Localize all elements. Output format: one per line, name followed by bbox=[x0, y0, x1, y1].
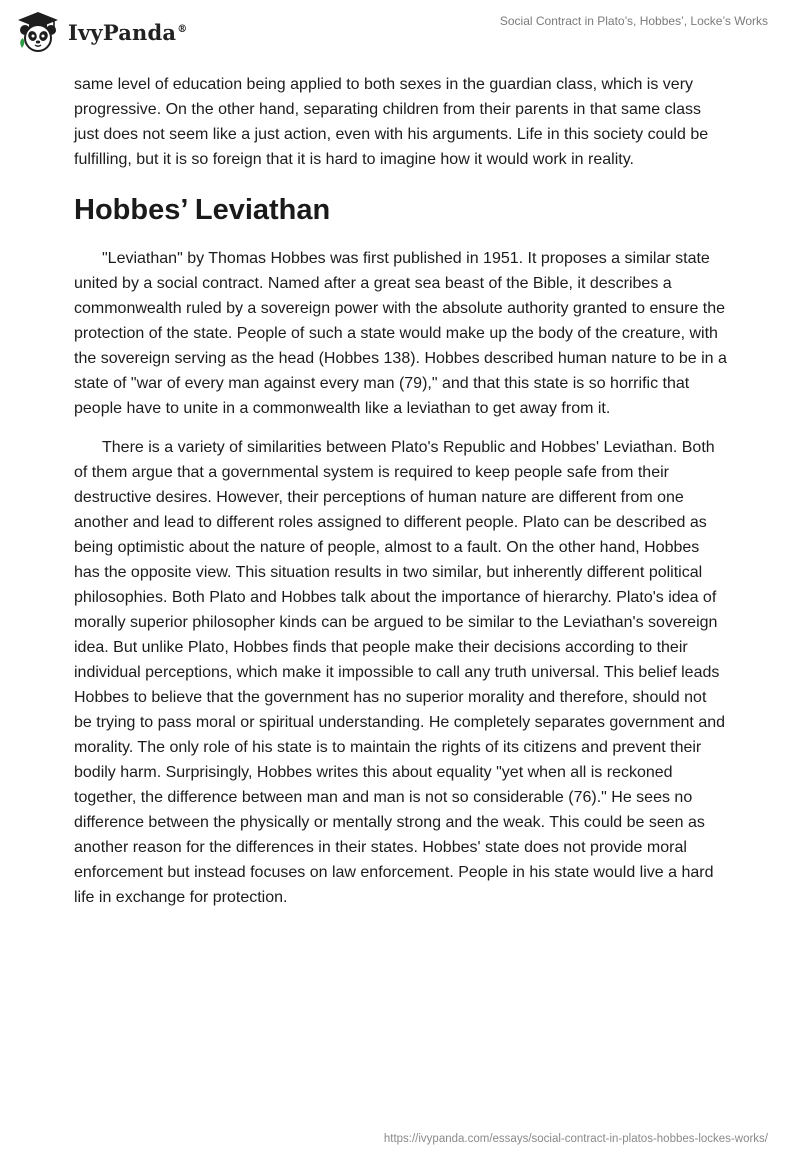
document-title: Social Contract in Plato’s, Hobbes’, Locke’s Works bbox=[499, 14, 768, 28]
section-heading: Hobbes’ Leviathan bbox=[74, 194, 331, 226]
source-url[interactable]: https://ivypanda.com/essays/social-contract-in-platos-hobbes-lockes-works/ bbox=[383, 1133, 768, 1145]
body-paragraph-1: "Leviathan" by Thomas Hobbes was first published in 1951. It proposes a similar state united by a social contract. Named after a great sea beast of the Bible, it describes a commonwealth ruled by a sovereign power with the absolute authority granted to ensure the protection of the state. People of such a state would make up the body of the creature, with the sovereign serving as the head (Hobbes 138). Hobbes described human nature to be in a state of "war of every man against every man (79)," and that this state is so horrific that people have to unite in a commonwealth like a leviathan to get away from it. bbox=[74, 250, 727, 417]
brand-logo[interactable] bbox=[14, 8, 187, 56]
panda-graduate-logo-icon bbox=[14, 8, 62, 56]
page-header bbox=[0, 0, 800, 64]
brand-name: IvyPanda® bbox=[68, 19, 188, 45]
essay-content bbox=[74, 72, 728, 924]
intro-paragraph: same level of education being applied to both sexes in the guardian class, which is very progressive. On the other hand, separating children from their parents in that same class just does not seem like a just action, even with his arguments. Life in this society could be fulfilling, but it is so foreign that it is hard to imagine how it would work in reality. bbox=[74, 76, 709, 168]
body-paragraph-2: There is a variety of similarities between Plato's Republic and Hobbes' Leviathan. Both of them argue that a governmental system is required to keep people safe from their destructive desires. However, their perceptions of human nature are different from one another and lead to different roles assigned to different people. Plato can be described as being optimistic about the nature of people, almost to a fault. On the other hand, Hobbes has the opposite view. This situation results in two similar, but inherently different political philosophies. Both Plato and Hobbes talk about the importance of hierarchy. Plato's idea of morally superior philosopher kinds can be argued to be similar to the Leviathan's sovereign idea. But unlike Plato, Hobbes finds that people make their decisions according to their individual perceptions, which make it impossible to call any truth universal. This belief leads Hobbes to believe that the government has no superior morality and therefore, should not be trying to pass moral or spiritual understanding. He completely separates government and morality. The only role of his state is to maintain the rights of its citizens and prevent their bodily harm. Surprisingly, Hobbes writes this about equality "yet when all is reckoned together, the difference between man and man is not so considerable (76)." He sees no difference between the physically or mentally strong and the weak. This could be seen as another reason for the differences in their states. Hobbes' state does not provide moral enforcement but instead focuses on law enforcement. People in his state would live a hard life in exchange for protection. bbox=[74, 439, 726, 906]
